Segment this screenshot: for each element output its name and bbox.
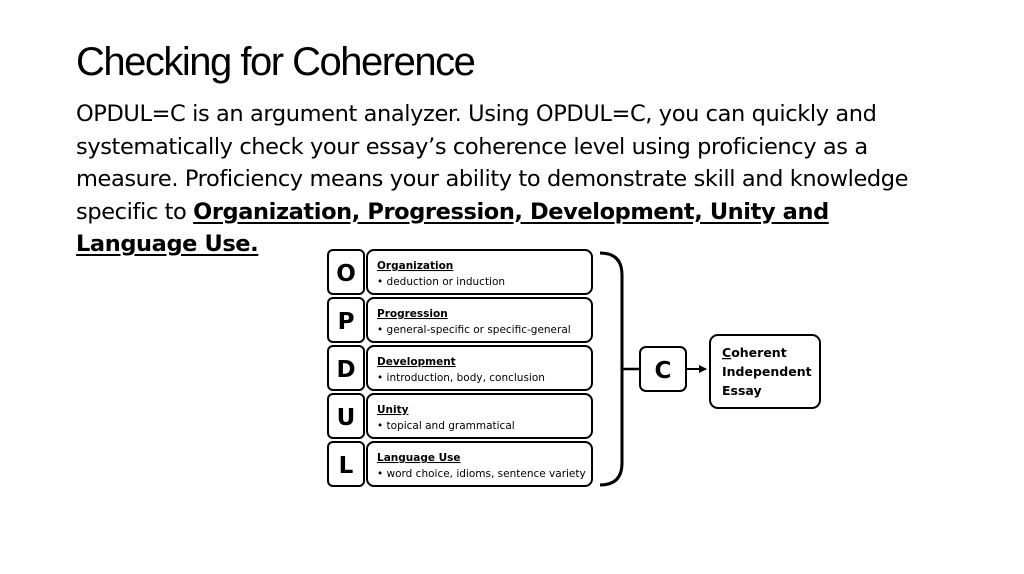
row-letter: P xyxy=(337,309,355,335)
row-bullet: • general-specific or specific-general xyxy=(377,324,571,336)
row-label: Organization xyxy=(377,260,454,272)
output-initial: C xyxy=(722,345,732,360)
row-label: Unity xyxy=(377,404,409,416)
c-letter: C xyxy=(654,358,672,384)
opdul-row-unity xyxy=(328,394,592,438)
output-line-essay: Essay xyxy=(722,383,762,398)
body-text: OPDUL=C is an argument analyzer. Using OPDUL=C, you can quickly and systematically check your essay’s coherence level using proficiency as a measure. Proficiency means your ability to demonstrate skill and knowledge specific to xyxy=(76,101,909,225)
row-letter: U xyxy=(336,405,356,431)
output-rest: oherent xyxy=(731,345,787,360)
coherence-node xyxy=(640,347,686,391)
grouping-bracket xyxy=(600,253,622,485)
opdul-row-progression xyxy=(328,298,592,342)
row-bullet: • word choice, idioms, sentence variety xyxy=(377,468,586,480)
row-letter: O xyxy=(336,261,356,287)
row-bullet: • deduction or induction xyxy=(377,276,506,288)
row-letter: L xyxy=(338,453,354,479)
output-line-coherent xyxy=(722,345,787,360)
opdul-row-language-use xyxy=(328,442,592,486)
row-label: Development xyxy=(377,356,456,368)
slide-title: Checking for Coherence xyxy=(76,40,475,84)
slide-body-paragraph xyxy=(76,98,956,261)
row-label: Progression xyxy=(377,308,448,320)
output-line-independent: Independent xyxy=(722,364,812,379)
row-bullet: • introduction, body, conclusion xyxy=(377,372,545,384)
row-label: Language Use xyxy=(377,452,461,464)
row-letter: D xyxy=(336,357,356,383)
opdul-row-organization xyxy=(328,250,592,294)
opdul-diagram xyxy=(320,245,830,495)
opdul-row-development xyxy=(328,346,592,390)
row-bullet: • topical and grammatical xyxy=(377,420,515,432)
output-box xyxy=(710,335,820,408)
body-emphasis: Organization, Progression, Development, Unity and Language Use. xyxy=(76,198,829,257)
opdul-diagram-svg xyxy=(320,245,830,495)
